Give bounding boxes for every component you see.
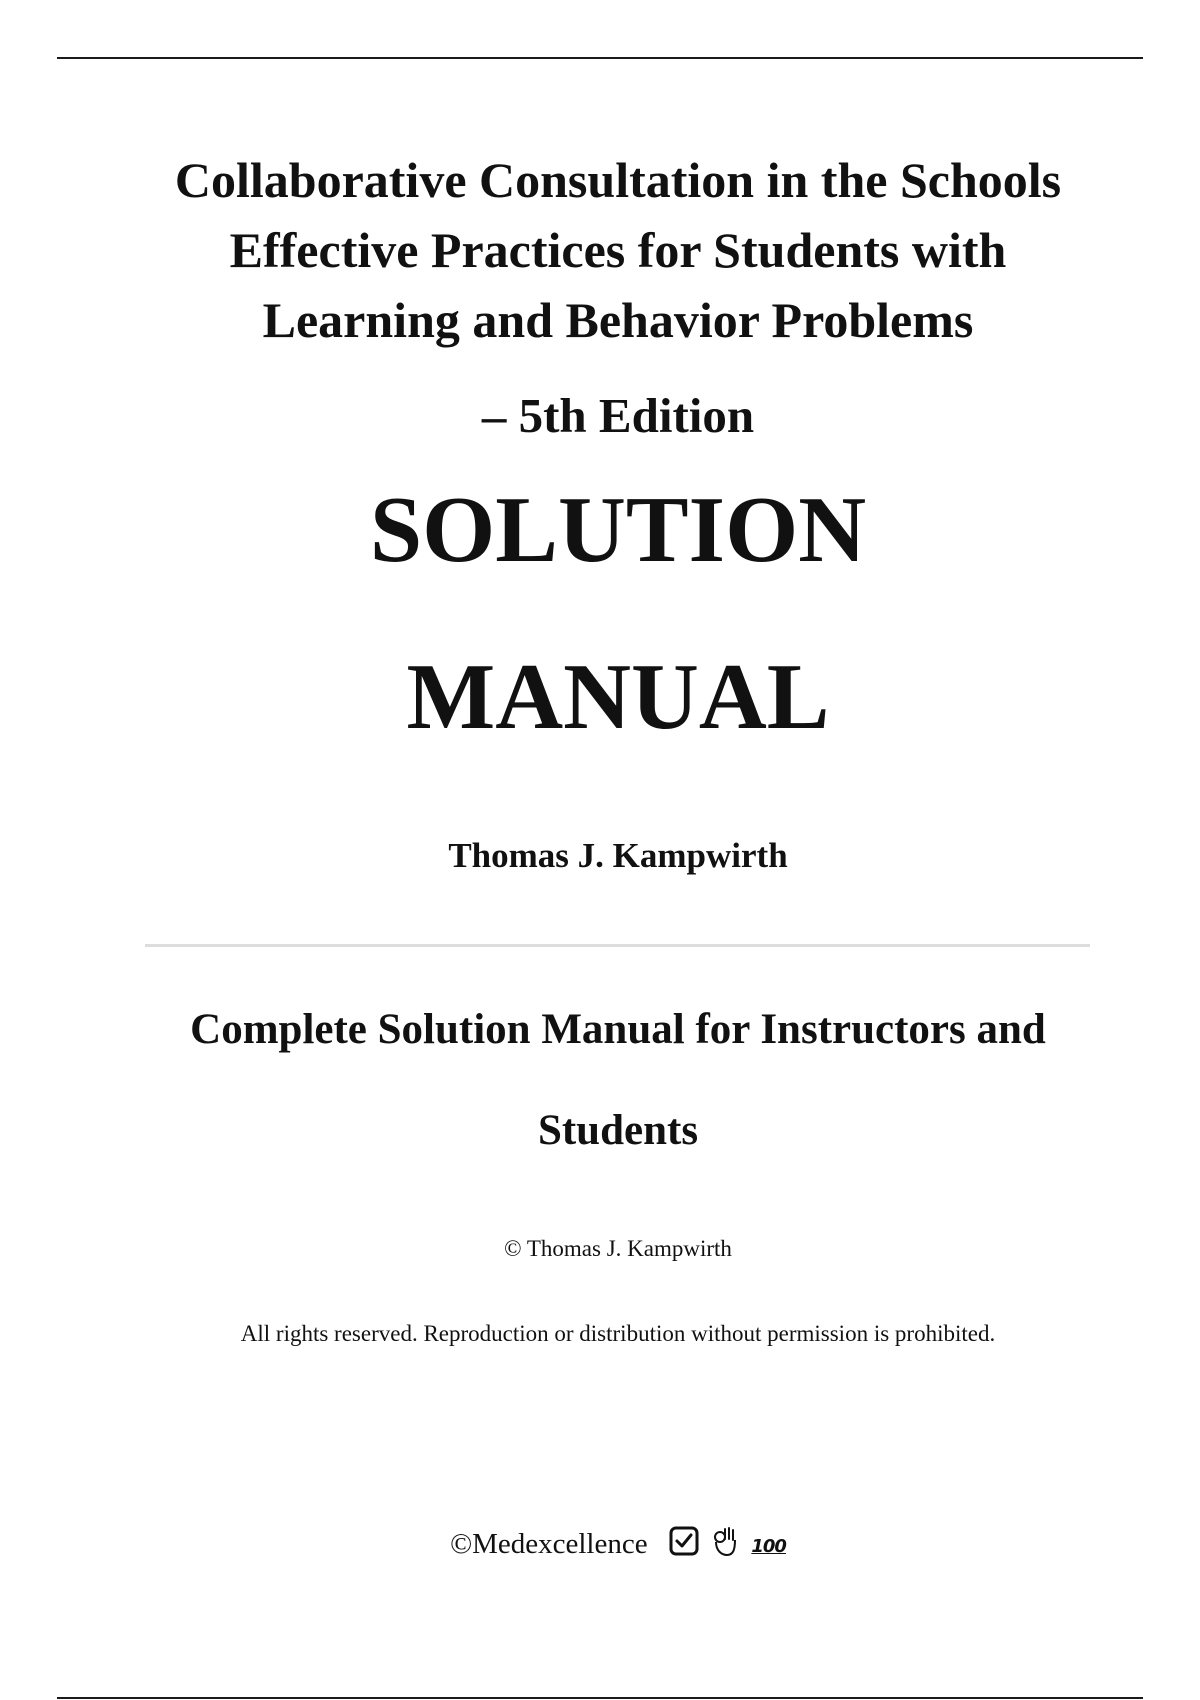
rights-notice: All rights reserved. Reproduction or distribution without permission is prohibited. [240, 1321, 996, 1346]
edition-label: – 5th Edition [481, 388, 755, 443]
heading-manual: MANUAL [406, 645, 830, 749]
ok-hand-icon [712, 1525, 738, 1568]
copyright-notice: © Thomas J. Kampwirth [504, 1236, 732, 1261]
watermark-text: ©Medexcellence [450, 1528, 648, 1560]
title-line-3: Learning and Behavior Problems [262, 292, 974, 348]
footer-icons [663, 1524, 786, 1568]
document-title [0, 145, 1200, 355]
heading-solution: SOLUTION [369, 478, 867, 582]
subtitle-line-2: Students [537, 1107, 699, 1154]
title-line-2: Effective Practices for Students with [229, 222, 1007, 278]
hundred-points-icon: 100 [751, 1535, 786, 1557]
title-line-1: Collaborative Consultation in the Schools [174, 152, 1062, 208]
section-divider [145, 944, 1090, 947]
subtitle-line-1: Complete Solution Manual for Instructors and [190, 1006, 1046, 1053]
top-rule [57, 57, 1143, 59]
footer-watermark [0, 1524, 1200, 1568]
bottom-rule [57, 1697, 1143, 1699]
check-box-icon [669, 1526, 699, 1567]
author-name: Thomas J. Kampwirth [448, 836, 788, 875]
